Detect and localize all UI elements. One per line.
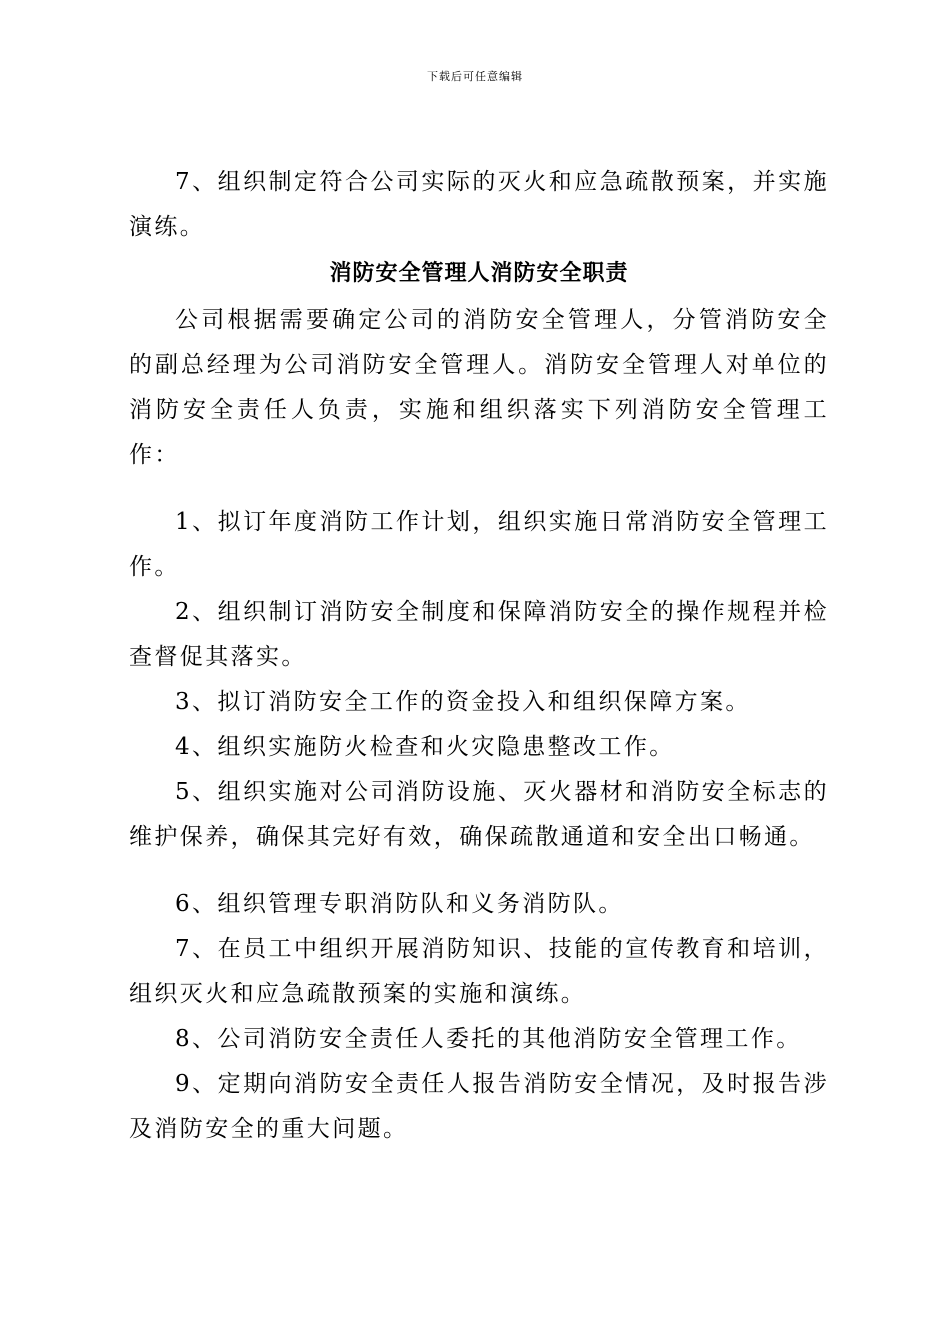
- list-item: 8、公司消防安全责任人委托的其他消防安全管理工作。: [175, 1026, 802, 1052]
- list-item: 1、拟订年度消防工作计划，组织实施日常消防安全管理工作。: [129, 509, 829, 580]
- list-item: 5、组织实施对公司消防设施、灭火器材和消防安全标志的维护保养，确保其完好有效，确保疏散通道和安全出口畅通。: [129, 779, 829, 850]
- intro-item: 7、组织制定符合公司实际的灭火和应急疏散预案，并实施演练。: [129, 169, 829, 240]
- list-item: 6、组织管理专职消防队和义务消防队。: [175, 891, 624, 917]
- list-item: 9、定期向消防安全责任人报告消防安全情况，及时报告涉及消防安全的重大问题。: [129, 1071, 829, 1142]
- header-note: 下载后可任意编辑: [427, 70, 523, 83]
- document-body: [129, 160, 829, 1152]
- paragraph-gap: [129, 478, 829, 500]
- list-item: 2、组织制订消防安全制度和保障消防安全的操作规程并检查督促其落实。: [129, 599, 829, 670]
- section-title: 消防安全管理人消防安全职责: [329, 261, 629, 286]
- list-item: 4、组织实施防火检查和火灾隐患整改工作。: [175, 734, 675, 760]
- list-item: 7、在员工中组织开展消防知识、技能的宣传教育和培训，组织灭火和应急疏散预案的实施和演练。: [129, 936, 829, 1007]
- section-intro: 公司根据需要确定公司的消防安全管理人，分管消防安全的副总经理为公司消防安全管理人。消防安全管理人对单位的消防安全责任人负责，实施和组织落实下列消防安全管理工作：: [129, 307, 829, 468]
- paragraph-gap: [129, 860, 829, 882]
- list-item: 3、拟订消防安全工作的资金投入和组织保障方案。: [175, 689, 751, 715]
